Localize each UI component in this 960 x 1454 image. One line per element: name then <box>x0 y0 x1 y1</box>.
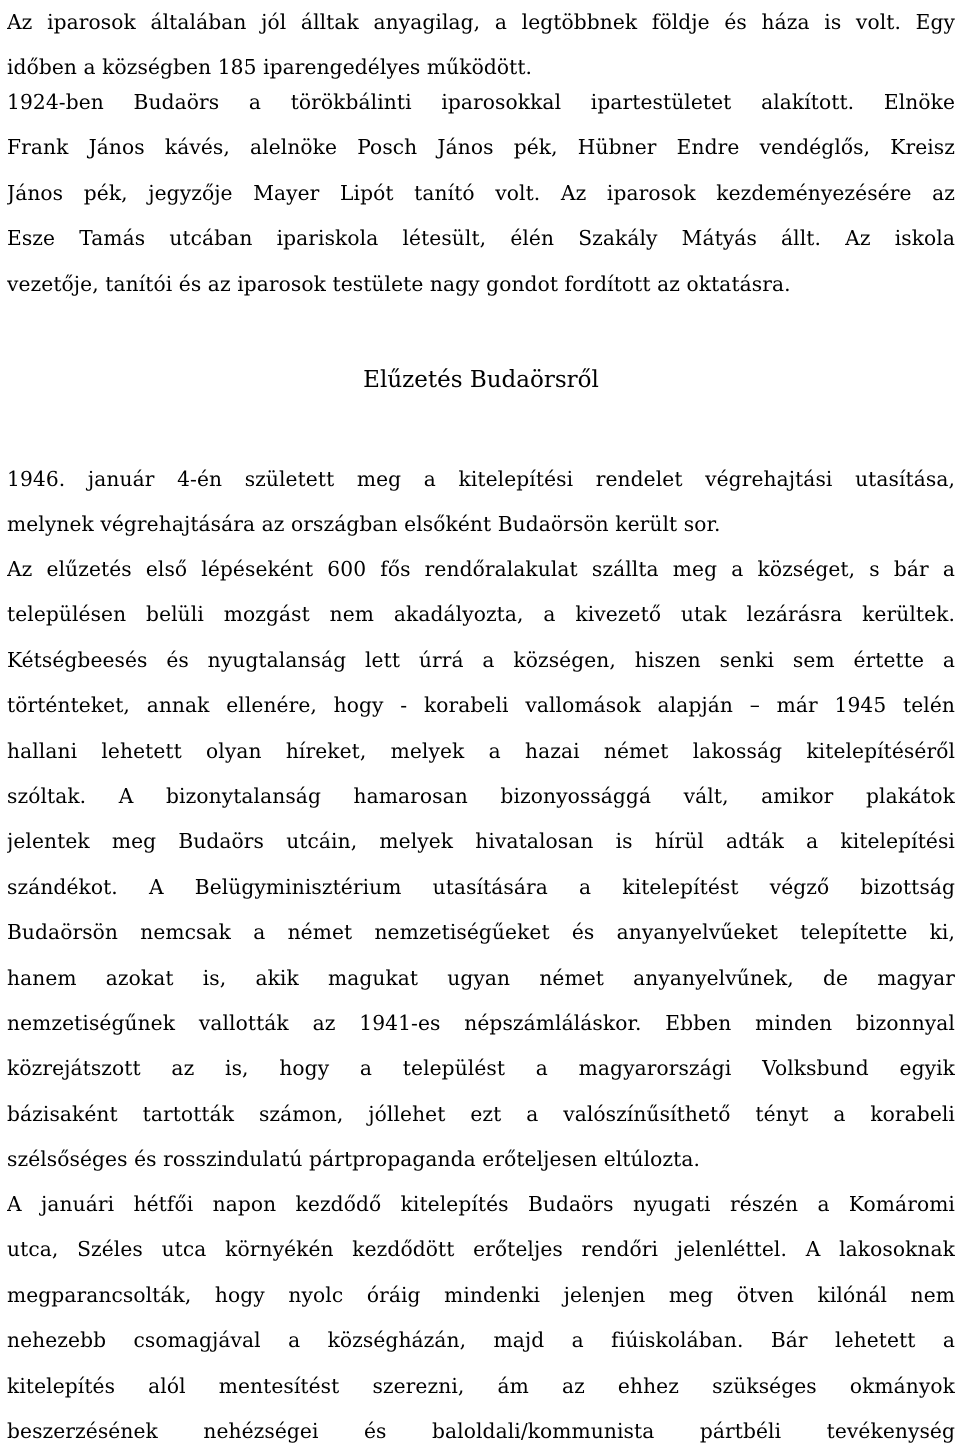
text-line: jelentek meg Budaörs utcáin, melyek hivatalosan is hírül adták a kitelepítési <box>7 829 955 854</box>
text-line: 1924-ben Budaörs a törökbálinti iparosokkal ipartestületet alakított. Elnöke <box>7 90 955 114</box>
paragraph-decree <box>7 457 955 548</box>
text-line: 1946. január 4-én született meg a kitelepítési rendelet végrehajtási utasítása, <box>7 467 955 491</box>
text-line: hanem azokat is, akik magukat ugyan német anyanyelvűnek, de magyar <box>7 965 955 990</box>
text-line: beszerzésének nehézségei és baloldali/kommunista pártbéli tevékenység <box>7 1418 955 1443</box>
text-line: A januári hétfői napon kezdődő kitelepítés Budaörs nyugati részén a Komáromi <box>7 1192 955 1216</box>
text-line: Frank János kávés, alelnöke Posch János pék, Hübner Endre vendéglős, Kreisz <box>7 135 955 160</box>
text-line: szándékot. A Belügyminisztérium utasítására a kitelepítést végző bizottság <box>7 874 955 899</box>
paragraph-guild-founding <box>7 80 955 307</box>
text-line: vezetője, tanítói és az iparosok testülete nagy gondot fordított az oktatásra. <box>7 271 791 296</box>
paragraph-january-deportation <box>7 1182 955 1454</box>
text-line: hallani lehetett olyan híreket, melyek a hazai német lakosság kitelepítéséről <box>7 738 955 763</box>
text-line: nemzetiségűnek vallották az 1941-es népszámláláskor. Ebben minden bizonnyal <box>7 1010 955 1035</box>
text-line: utca, Széles utca környékén kezdődött erőteljes rendőri jelenléttel. A lakosoknak <box>7 1237 955 1262</box>
section-heading: Elűzetés Budaörsről <box>363 367 599 393</box>
text-line: szóltak. A bizonytalanság hamarosan bizonyossággá vált, amikor plakátok <box>7 783 955 808</box>
text-line: közrejátszott az is, hogy a települést a magyarországi Volksbund egyik <box>7 1056 955 1081</box>
text-line: Esze Tamás utcában ipariskola létesült, élén Szakály Mátyás állt. Az iskola <box>7 226 955 251</box>
paragraph-expulsion <box>7 547 955 1182</box>
text-line: Az elűzetés első lépéseként 600 fős rendőralakulat szállta meg a községet, s bár a <box>7 557 955 581</box>
text-line: megparancsolták, hogy nyolc óráig mindenki jelenjen meg ötven kilónál nem <box>7 1282 955 1307</box>
text-line: Az iparosok általában jól álltak anyagilag, a legtöbbnek földje és háza is volt. Egy <box>7 10 955 34</box>
text-line: Kétségbeesés és nyugtalanság lett úrrá a községen, hiszen senki sem értette a <box>7 647 955 672</box>
text-line: melynek végrehajtására az országban elsőként Budaörsön került sor. <box>7 512 721 537</box>
text-line: bázisaként tartották számon, jóllehet ezt a valószínűsíthető tényt a korabeli <box>7 1101 955 1126</box>
text-line: történteket, annak ellenére, hogy - korabeli vallomások alapján – már 1945 telén <box>7 693 955 718</box>
text-line: János pék, jegyzője Mayer Lipót tanító volt. Az iparosok kezdeményezésére az <box>7 180 955 205</box>
text-line: időben a községben 185 iparengedélyes működött. <box>7 55 533 80</box>
text-line: kitelepítés alól mentesítést szerezni, ám az ehhez szükséges okmányok <box>7 1373 955 1398</box>
paragraph-industry-wealth <box>7 0 955 91</box>
text-line: szélsőséges és rosszindulatú pártpropaganda erőteljesen eltúlozta. <box>7 1147 701 1172</box>
text-line: nehezebb csomagjával a községházán, majd a fiúiskolában. Bár lehetett a <box>7 1328 955 1353</box>
text-line: Budaörsön nemcsak a német nemzetiségűeket és anyanyelvűeket telepítette ki, <box>7 920 955 945</box>
text-line: településen belüli mozgást nem akadályozta, a kivezető utak lezárásra kerültek. <box>7 602 955 627</box>
